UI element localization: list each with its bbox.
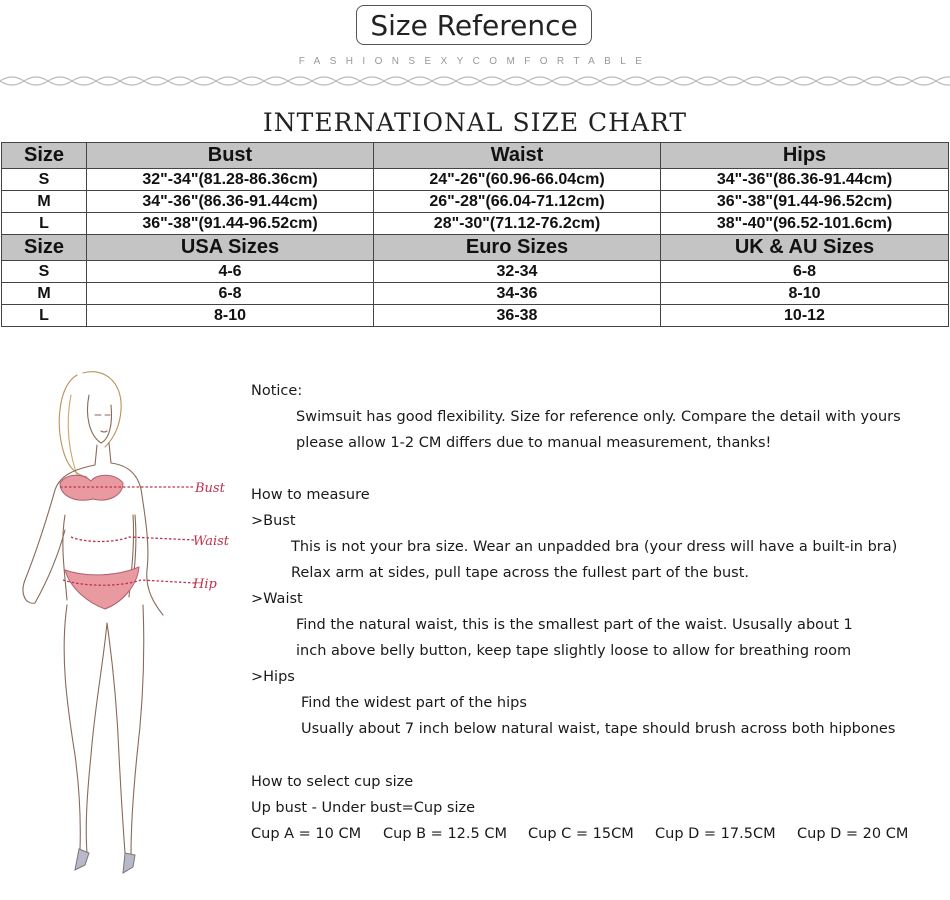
- table-cell: M: [2, 191, 87, 213]
- table-cell: 10-12: [661, 305, 949, 327]
- table-cell: 34-36: [374, 283, 661, 305]
- table-cell: S: [2, 261, 87, 283]
- waist-instruction: Find the natural waist, this is the smallest part of the waist. Ususally about 1: [296, 617, 853, 633]
- table-cell: 36-38: [374, 305, 661, 327]
- waist-instruction: inch above belly button, keep tape slightly loose to allow for breathing room: [296, 643, 852, 659]
- size-chart-title: INTERNATIONAL SIZE CHART: [262, 108, 688, 137]
- how-to-measure-heading: How to measure: [251, 487, 370, 503]
- table-row: [2, 261, 949, 283]
- table-cell: 38"-40"(96.52-101.6cm): [661, 213, 949, 235]
- waist-heading: >Waist: [251, 591, 303, 607]
- table-cell: 24"-26"(60.96-66.04cm): [374, 169, 661, 191]
- cup-d: Cup D = 17.5CM: [655, 826, 776, 842]
- waist-label: Waist: [193, 534, 230, 549]
- notice-line: Swimsuit has good flexibility. Size for reference only. Compare the detail with yours: [296, 409, 901, 425]
- hips-instruction: Find the widest part of the hips: [301, 695, 527, 711]
- table-cell: 6-8: [87, 283, 374, 305]
- table-cell: 8-10: [661, 283, 949, 305]
- intl-header-row: [2, 235, 949, 261]
- header-cell: Bust: [87, 143, 374, 169]
- header-cell: Size: [2, 235, 87, 261]
- bust-instruction: This is not your bra size. Wear an unpadded bra (your dress will have a built-in bra): [291, 539, 898, 555]
- table-cell: 8-10: [87, 305, 374, 327]
- table-cell: 32"-34"(81.28-86.36cm): [87, 169, 374, 191]
- body-figure-illustration: [5, 365, 245, 885]
- table-cell: 34"-36"(86.36-91.44cm): [87, 191, 374, 213]
- cup-c: Cup C = 15CM: [528, 826, 634, 842]
- table-row: [2, 191, 949, 213]
- page-title: Size Reference: [356, 5, 592, 45]
- hips-heading: >Hips: [251, 669, 295, 685]
- table-cell: 36"-38"(91.44-96.52cm): [87, 213, 374, 235]
- header-cell: Waist: [374, 143, 661, 169]
- hips-instruction: Usually about 7 inch below natural waist, tape should brush across both hipbones: [301, 721, 896, 737]
- cup-d-large: Cup D = 20 CM: [797, 826, 909, 842]
- header-cell: Size: [2, 143, 87, 169]
- cup-formula: Up bust - Under bust=Cup size: [251, 800, 476, 816]
- table-cell: L: [2, 305, 87, 327]
- table-cell: 32-34: [374, 261, 661, 283]
- table-cell: 6-8: [661, 261, 949, 283]
- header-cell: Euro Sizes: [374, 235, 661, 261]
- table-cell: M: [2, 283, 87, 305]
- table-row: [2, 169, 949, 191]
- cup-a: Cup A = 10 CM: [251, 826, 362, 842]
- table-cell: 26"-28"(66.04-71.12cm): [374, 191, 661, 213]
- wave-divider: [0, 72, 950, 90]
- notice-heading: Notice:: [251, 383, 303, 399]
- bust-instruction: Relax arm at sides, pull tape across the fullest part of the bust.: [291, 565, 749, 581]
- notice-line: please allow 1-2 CM differs due to manual measurement, thanks!: [296, 435, 772, 451]
- hip-label: Hip: [193, 577, 217, 592]
- table-row: [2, 305, 949, 327]
- table-cell: 28"-30"(71.12-76.2cm): [374, 213, 661, 235]
- header-cell: Hips: [661, 143, 949, 169]
- table-cell: S: [2, 169, 87, 191]
- brand-tagline: FASHIONSEXYCOMFORTABLE: [298, 56, 652, 67]
- cup-b: Cup B = 12.5 CM: [383, 826, 507, 842]
- bust-heading: >Bust: [251, 513, 296, 529]
- bust-label: Bust: [195, 481, 225, 496]
- measure-header-row: [2, 143, 949, 169]
- table-row: [2, 283, 949, 305]
- cup-size-heading: How to select cup size: [251, 774, 414, 790]
- header-cell: UK & AU Sizes: [661, 235, 949, 261]
- table-row: [2, 213, 949, 235]
- table-cell: 4-6: [87, 261, 374, 283]
- table-cell: 34"-36"(86.36-91.44cm): [661, 169, 949, 191]
- table-cell: 36"-38"(91.44-96.52cm): [661, 191, 949, 213]
- size-table: [1, 142, 949, 327]
- table-cell: L: [2, 213, 87, 235]
- header-cell: USA Sizes: [87, 235, 374, 261]
